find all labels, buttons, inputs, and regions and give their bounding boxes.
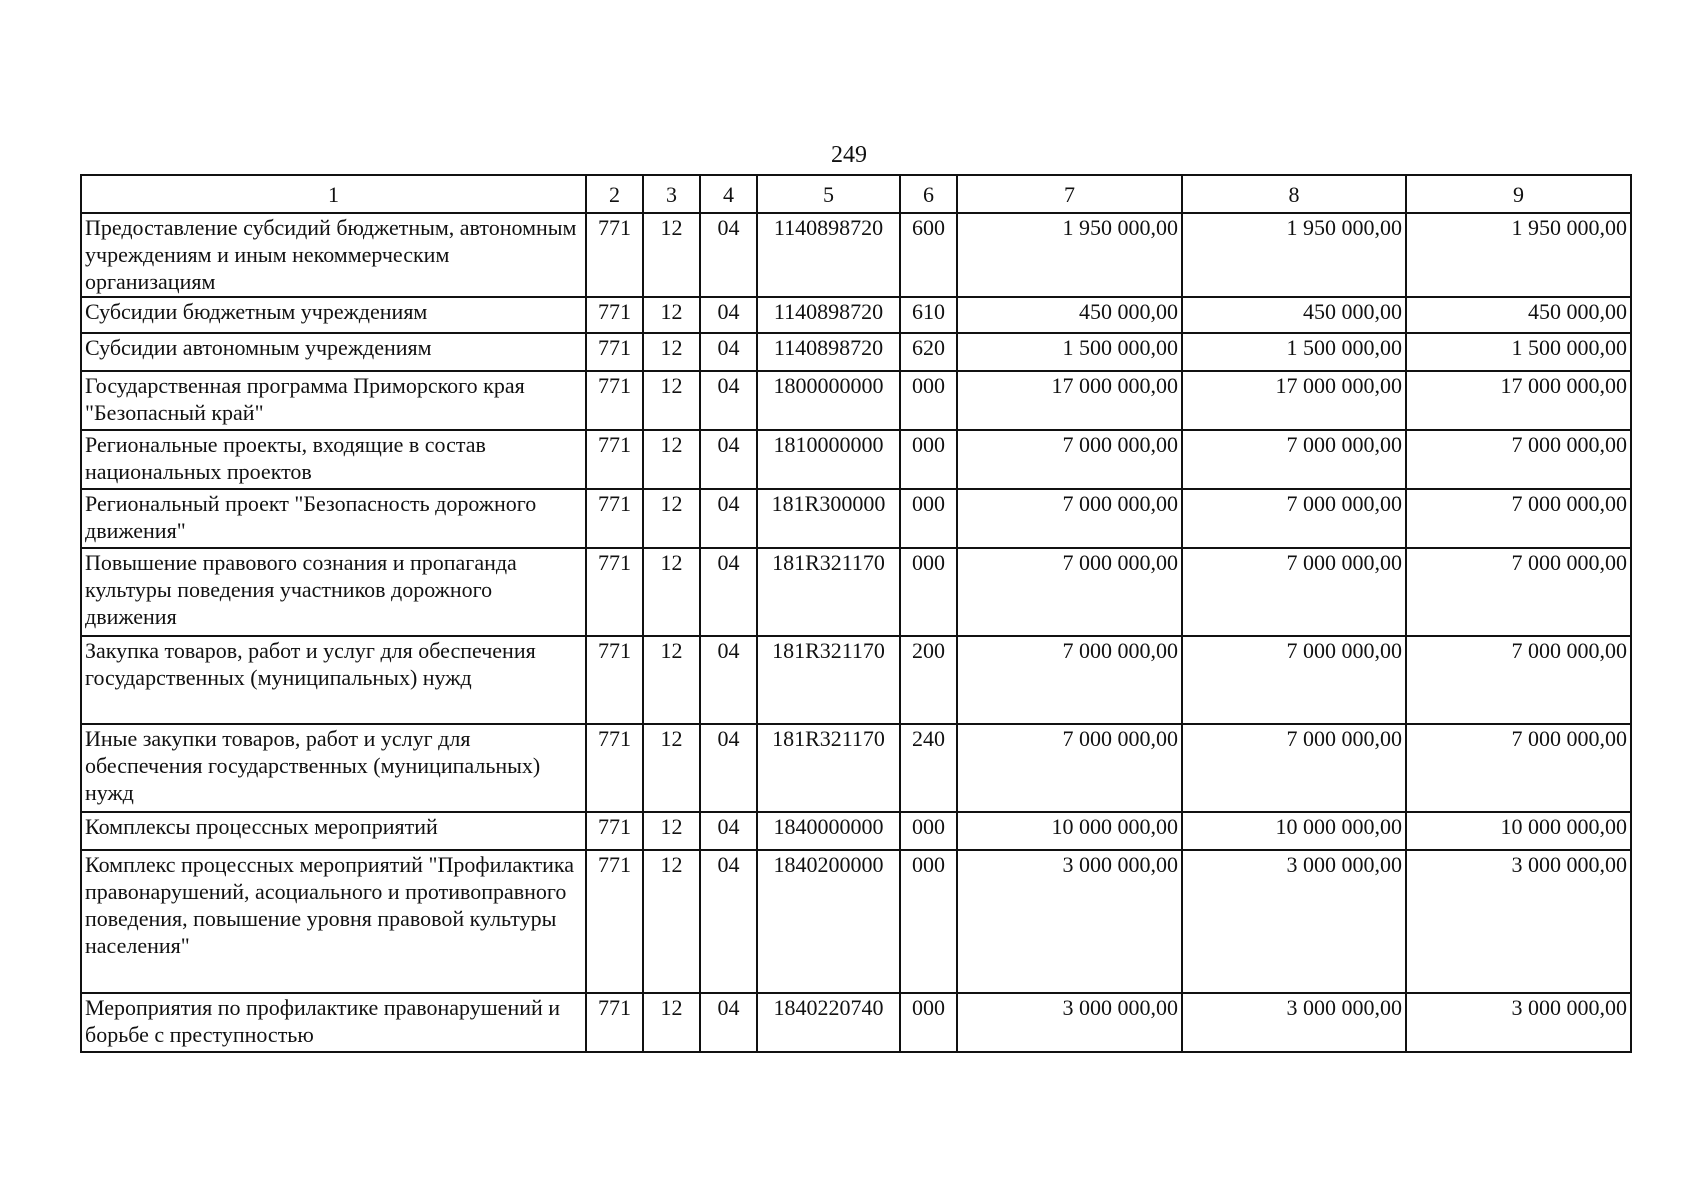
row-code-2: 771 [586, 850, 643, 993]
row-code-2: 771 [586, 297, 643, 333]
table-row [81, 333, 1631, 371]
row-code-4: 04 [700, 489, 757, 548]
column-header: 8 [1182, 175, 1406, 213]
row-code-5: 1840000000 [757, 812, 900, 850]
row-code-2: 771 [586, 812, 643, 850]
row-code-4: 04 [700, 213, 757, 297]
row-sum-9: 3 000 000,00 [1406, 850, 1631, 993]
row-sum-7: 7 000 000,00 [957, 489, 1182, 548]
row-code-5: 1800000000 [757, 371, 900, 430]
row-code-3: 12 [643, 489, 700, 548]
table-row [81, 297, 1631, 333]
row-code-5: 1140898720 [757, 213, 900, 297]
table-row [81, 213, 1631, 297]
table-row [81, 548, 1631, 636]
row-name: Региональные проекты, входящие в состав национальных проектов [81, 430, 586, 489]
row-sum-8: 3 000 000,00 [1182, 993, 1406, 1052]
row-sum-8: 3 000 000,00 [1182, 850, 1406, 993]
row-sum-7: 1 950 000,00 [957, 213, 1182, 297]
row-code-2: 771 [586, 371, 643, 430]
row-code-4: 04 [700, 430, 757, 489]
budget-table [80, 174, 1632, 1053]
row-name: Иные закупки товаров, работ и услуг для обеспечения государственных (муниципальных) нужд [81, 724, 586, 812]
row-code-5: 181R300000 [757, 489, 900, 548]
row-sum-8: 450 000,00 [1182, 297, 1406, 333]
row-sum-8: 17 000 000,00 [1182, 371, 1406, 430]
row-code-3: 12 [643, 724, 700, 812]
row-code-5: 1810000000 [757, 430, 900, 489]
row-code-6: 000 [900, 812, 957, 850]
column-header: 6 [900, 175, 957, 213]
row-sum-9: 7 000 000,00 [1406, 489, 1631, 548]
row-sum-9: 10 000 000,00 [1406, 812, 1631, 850]
row-code-6: 200 [900, 636, 957, 724]
column-header: 2 [586, 175, 643, 213]
table-row [81, 489, 1631, 548]
page-number: 249 [831, 142, 867, 168]
row-sum-9: 1 500 000,00 [1406, 333, 1631, 371]
table-row [81, 636, 1631, 724]
row-code-6: 620 [900, 333, 957, 371]
row-code-4: 04 [700, 724, 757, 812]
row-code-2: 771 [586, 213, 643, 297]
row-sum-8: 1 950 000,00 [1182, 213, 1406, 297]
row-code-2: 771 [586, 548, 643, 636]
row-sum-9: 450 000,00 [1406, 297, 1631, 333]
row-code-4: 04 [700, 812, 757, 850]
row-sum-9: 7 000 000,00 [1406, 548, 1631, 636]
row-sum-7: 7 000 000,00 [957, 548, 1182, 636]
row-code-6: 000 [900, 548, 957, 636]
row-name: Комплекс процессных мероприятий "Профилактика правонарушений, асоциального и противоправного поведения, повышение уровня правовой культуры населения" [81, 850, 586, 993]
row-code-3: 12 [643, 213, 700, 297]
row-code-4: 04 [700, 333, 757, 371]
row-sum-9: 7 000 000,00 [1406, 636, 1631, 724]
row-sum-7: 3 000 000,00 [957, 993, 1182, 1052]
row-name: Субсидии автономным учреждениям [81, 333, 586, 371]
row-code-3: 12 [643, 430, 700, 489]
row-sum-8: 10 000 000,00 [1182, 812, 1406, 850]
column-header: 9 [1406, 175, 1631, 213]
row-code-5: 1840200000 [757, 850, 900, 993]
row-sum-7: 17 000 000,00 [957, 371, 1182, 430]
row-sum-7: 10 000 000,00 [957, 812, 1182, 850]
row-name: Повышение правового сознания и пропаганда культуры поведения участников дорожного движения [81, 548, 586, 636]
row-code-3: 12 [643, 850, 700, 993]
row-code-4: 04 [700, 850, 757, 993]
row-code-6: 000 [900, 850, 957, 993]
table-row [81, 430, 1631, 489]
row-sum-7: 1 500 000,00 [957, 333, 1182, 371]
column-header: 1 [81, 175, 586, 213]
row-sum-9: 1 950 000,00 [1406, 213, 1631, 297]
column-header: 7 [957, 175, 1182, 213]
row-code-6: 000 [900, 489, 957, 548]
row-sum-8: 7 000 000,00 [1182, 430, 1406, 489]
row-code-3: 12 [643, 371, 700, 430]
row-sum-8: 1 500 000,00 [1182, 333, 1406, 371]
row-code-2: 771 [586, 333, 643, 371]
row-code-5: 1140898720 [757, 333, 900, 371]
row-code-6: 610 [900, 297, 957, 333]
row-code-4: 04 [700, 297, 757, 333]
row-code-5: 181R321170 [757, 724, 900, 812]
row-code-6: 000 [900, 371, 957, 430]
row-name: Региональный проект "Безопасность дорожного движения" [81, 489, 586, 548]
row-code-2: 771 [586, 636, 643, 724]
row-code-6: 600 [900, 213, 957, 297]
row-code-3: 12 [643, 333, 700, 371]
row-name: Предоставление субсидий бюджетным, автономным учреждениям и иным некоммерческим организациям [81, 213, 586, 297]
row-code-5: 181R321170 [757, 636, 900, 724]
row-code-5: 181R321170 [757, 548, 900, 636]
row-sum-7: 450 000,00 [957, 297, 1182, 333]
row-code-2: 771 [586, 430, 643, 489]
row-code-3: 12 [643, 636, 700, 724]
row-sum-8: 7 000 000,00 [1182, 636, 1406, 724]
row-name: Комплексы процессных мероприятий [81, 812, 586, 850]
row-code-4: 04 [700, 371, 757, 430]
row-sum-7: 7 000 000,00 [957, 430, 1182, 489]
row-code-2: 771 [586, 724, 643, 812]
row-sum-7: 7 000 000,00 [957, 724, 1182, 812]
table-header-row [81, 175, 1631, 213]
row-code-3: 12 [643, 812, 700, 850]
row-sum-9: 17 000 000,00 [1406, 371, 1631, 430]
row-code-3: 12 [643, 297, 700, 333]
table-row [81, 371, 1631, 430]
row-name: Государственная программа Приморского края "Безопасный край" [81, 371, 586, 430]
row-name: Мероприятия по профилактике правонарушений и борьбе с преступностью [81, 993, 586, 1052]
row-sum-9: 7 000 000,00 [1406, 724, 1631, 812]
row-code-6: 000 [900, 993, 957, 1052]
row-code-2: 771 [586, 993, 643, 1052]
row-code-5: 1140898720 [757, 297, 900, 333]
row-code-6: 240 [900, 724, 957, 812]
row-code-3: 12 [643, 993, 700, 1052]
column-header: 5 [757, 175, 900, 213]
column-header: 3 [643, 175, 700, 213]
row-code-4: 04 [700, 636, 757, 724]
row-name: Субсидии бюджетным учреждениям [81, 297, 586, 333]
row-sum-8: 7 000 000,00 [1182, 548, 1406, 636]
row-sum-8: 7 000 000,00 [1182, 489, 1406, 548]
table-row [81, 724, 1631, 812]
row-sum-9: 3 000 000,00 [1406, 993, 1631, 1052]
row-code-6: 000 [900, 430, 957, 489]
row-sum-8: 7 000 000,00 [1182, 724, 1406, 812]
row-code-3: 12 [643, 548, 700, 636]
row-name: Закупка товаров, работ и услуг для обеспечения государственных (муниципальных) нужд [81, 636, 586, 724]
row-sum-9: 7 000 000,00 [1406, 430, 1631, 489]
row-code-4: 04 [700, 993, 757, 1052]
table-row [81, 850, 1631, 993]
column-header: 4 [700, 175, 757, 213]
row-sum-7: 3 000 000,00 [957, 850, 1182, 993]
row-sum-7: 7 000 000,00 [957, 636, 1182, 724]
table-row [81, 993, 1631, 1052]
row-code-2: 771 [586, 489, 643, 548]
row-code-4: 04 [700, 548, 757, 636]
row-code-5: 1840220740 [757, 993, 900, 1052]
table-row [81, 812, 1631, 850]
